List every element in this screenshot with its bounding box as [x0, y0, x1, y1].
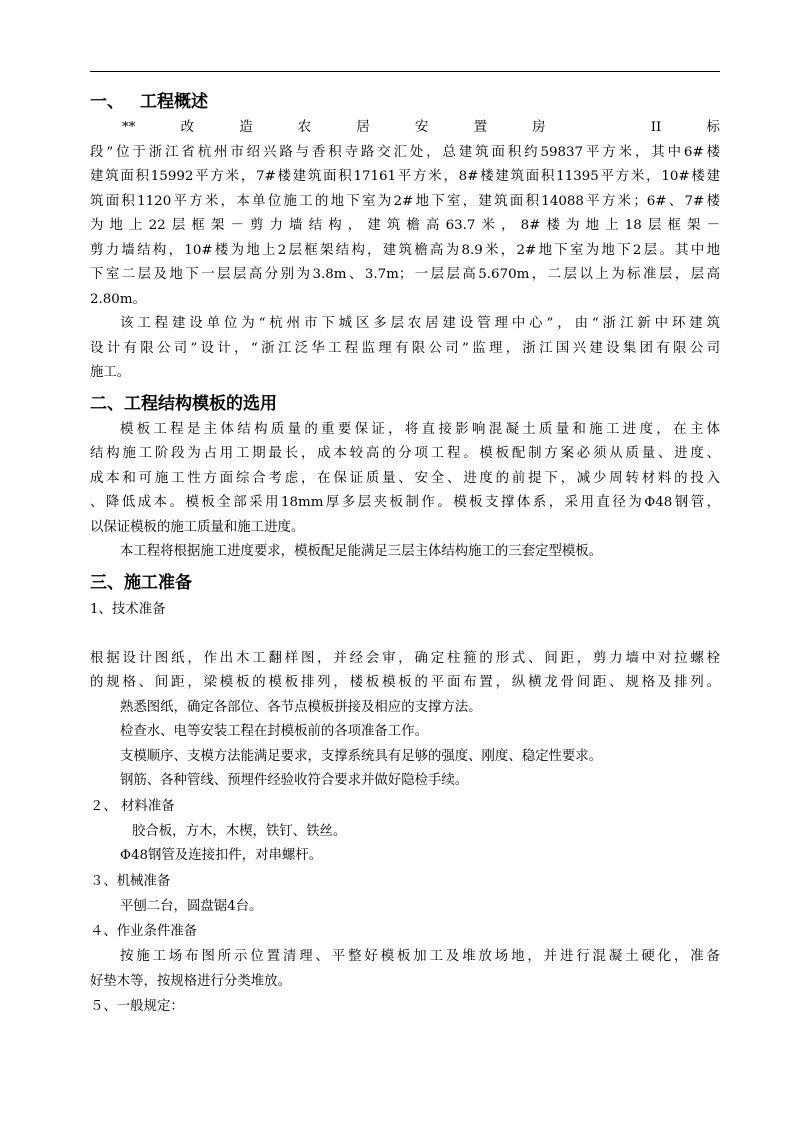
list-item: 熟悉图纸，确定各部位、各节点模板拼接及相应的支撑方法。 — [120, 699, 482, 715]
paragraph-line: 成本和可施工性方面综合考虑，在保证质量、安全、进度的前提下，减少周转材料的投入 — [90, 470, 720, 486]
paragraph-line: 施工。 — [90, 365, 131, 380]
paragraph-line: 本工程将根据施工进度要求，模板配足能满足三层主体结构施工的三套定型模板。 — [120, 544, 603, 559]
word: 安 — [414, 120, 429, 135]
paragraph-line: 根据设计图纸，作出木工翻样图，并经会审，确定柱箍的形式、间距，剪力墙中对拉螺栓 — [90, 650, 720, 666]
section-1-title: 工程概述 — [140, 92, 208, 112]
list-item: 平刨二台，圆盘锯4台。 — [120, 898, 263, 914]
word: 造 — [239, 120, 253, 135]
section-1-number: 一、 — [90, 92, 124, 112]
word: II — [650, 120, 662, 135]
paragraph-line: 好垫木等，按规格进行分类堆放。 — [90, 973, 291, 989]
section-3-heading — [90, 569, 720, 597]
paragraph-line: 为地上22层框架－剪力墙结构，建筑檐高63.7米，8#楼为地上18层框架－ — [90, 218, 720, 233]
paragraph-line: 下室二层及地下一层层高分别为3.8m、3.7m；一层层高5.670m，二层以上为标准层，层高 — [90, 267, 720, 282]
paragraph-line: 段”位于浙江省杭州市绍兴路与香积寺路交汇处，总建筑面积约59837平方米，其中6#楼 — [90, 144, 720, 160]
paragraph-line: 剪力墙结构，10#楼为地上2层框架结构，建筑檐高为8.9米，2#地下室为地下2层。其中地 — [90, 242, 720, 258]
section-1-first-line — [90, 116, 720, 141]
list-item: 支模顺序、支模方法能满足要求，支撑系统具有足够的强度、刚度、稳定性要求。 — [120, 748, 603, 764]
section-2-number: 二、 — [90, 393, 124, 414]
word: ** — [122, 120, 136, 135]
section-1-heading — [90, 88, 720, 116]
section-2-heading — [90, 390, 720, 418]
paragraph-line: 模板工程是主体结构质量的重要保证，将直接影响混凝土质量和施工进度，在主体 — [120, 421, 720, 437]
word: 置 — [473, 120, 487, 135]
word: 房 — [532, 120, 546, 135]
paragraph-line: 、降低成本。模板全部采用18mm厚多层夹板制作。模板支撑体系，采用直径为Φ48钢管， — [90, 495, 720, 510]
spacer — [90, 623, 720, 647]
header-rule — [90, 71, 720, 72]
list-item: 钢筋、各种管线、预埋件经验收符合要求并做好隐检手续。 — [120, 773, 469, 788]
paragraph-line: 设计有限公司”设计，“浙江泛华工程监理有限公司”监理，浙江国兴建设集团有限公司 — [90, 340, 720, 356]
paragraph-line: 的规格、间距，梁模板的模板排列，楼板模板的平面布置，纵横龙骨间距、规格及排列。 — [90, 675, 720, 690]
subheading-general-rules: ５、一般规定： — [90, 999, 184, 1014]
section-3-title: 施工准备 — [124, 572, 192, 593]
section-3-number: 三、 — [90, 572, 124, 593]
paragraph-line: 按施工场布图所示位置清理、平整好模板加工及堆放场地，并进行混凝土硬化，准备 — [120, 949, 720, 964]
paragraph-line: 该工程建设单位为“杭州市下城区多层农居建设管理中心”，由“浙江新中环建筑 — [120, 316, 720, 331]
subheading-conditions: ４、作业条件准备 — [90, 924, 198, 939]
paragraph-line: 筑面积1120平方米，本单位施工的地下室为2#地下室，建筑面积14088平方米；6#、7#楼 — [90, 193, 720, 209]
word: 标 — [706, 120, 720, 135]
paragraph-line: 结构施工阶段为占用工期最长，成本较高的分项工程。模板配制方案必须从质量、进度、 — [90, 446, 720, 461]
word: 农 — [297, 120, 312, 135]
paragraph-line: 建筑面积15992平方米，7#楼建筑面积17161平方米，8#楼建筑面积11395平方米，10#楼建 — [90, 169, 720, 184]
subheading-machinery: ３、机械准备 — [90, 873, 171, 889]
section-2-title: 工程结构模板的选用 — [124, 393, 277, 414]
word: 改 — [180, 120, 194, 135]
list-item: Φ48钢管及连接扣件，对串螺杆。 — [120, 848, 323, 863]
subheading-technical: 1、技术准备 — [90, 601, 166, 617]
paragraph-line: 以保证模板的施工质量和施工进度。 — [90, 519, 305, 535]
paragraph-line: 2.80m。 — [90, 291, 146, 307]
document-body — [90, 84, 720, 1020]
list-item: 检查水、电等安装工程在封模板前的各项准备工作。 — [120, 724, 428, 739]
word: 居 — [356, 120, 370, 135]
list-item: 胶合板，方木，木楔，铁钉、铁丝。 — [132, 823, 347, 839]
subheading-materials: ２、 材料准备 — [90, 798, 175, 814]
